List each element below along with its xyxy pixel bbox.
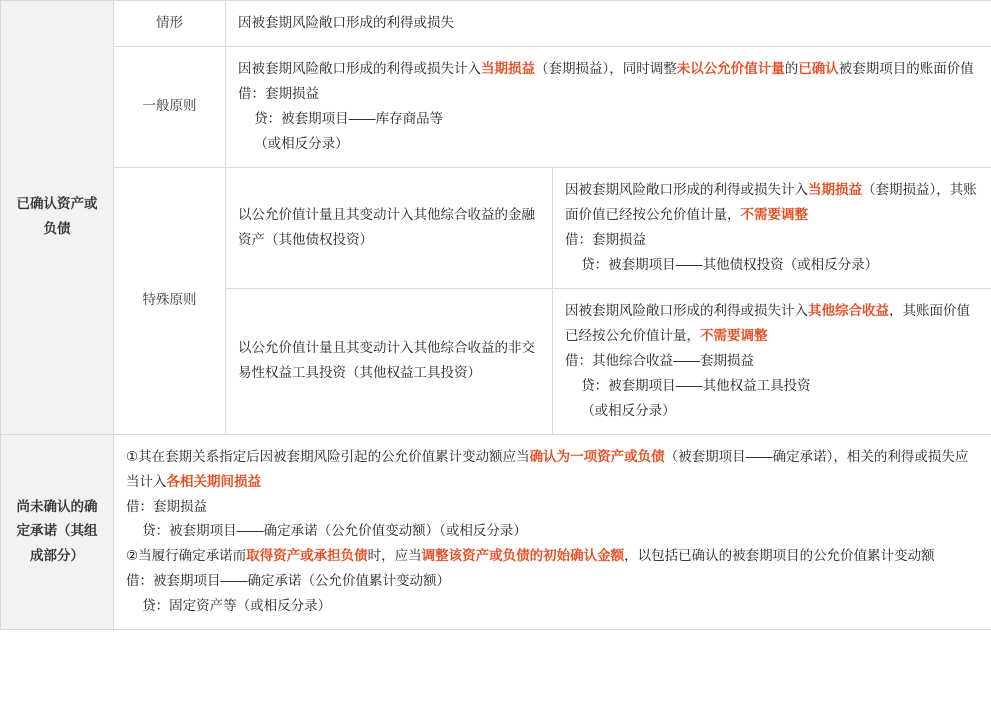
row-label-general-principle: 一般原则 xyxy=(114,46,226,167)
journal-entry-line: 贷：被套期项目——库存商品等 xyxy=(254,110,444,126)
highlight-current-profit-loss: 当期损益 xyxy=(481,60,535,76)
special-principle-1-subject: 以公允价值计量且其变动计入其他综合收益的金融资产（其他债权投资） xyxy=(226,167,553,288)
journal-entry-line: 借：套期损益 xyxy=(565,231,646,247)
special-principle-1-content xyxy=(553,167,991,288)
text-segment: ②当履行确定承诺而 xyxy=(126,548,247,564)
highlight-no-adjustment: 不需要调整 xyxy=(700,327,768,343)
journal-entry-line: 借：其他综合收益——套期损益 xyxy=(565,352,754,368)
special-1-paragraph xyxy=(565,178,979,228)
general-principle-paragraph xyxy=(238,57,979,82)
journal-entry-line: （或相反分录） xyxy=(581,402,676,418)
firm-commitment-paragraph-2 xyxy=(126,544,979,569)
special-principle-2-subject: 以公允价值计量且其变动计入其他综合收益的非交易性权益工具投资（其他权益工具投资） xyxy=(226,288,553,434)
text-segment: ①其在套期关系指定后因被套期风险引起的公允价值累计变动额应当 xyxy=(126,448,530,464)
journal-entry-line: 贷：被套期项目——确定承诺（公允价值变动额）（或相反分录） xyxy=(142,523,527,539)
text-segment: 时，应当 xyxy=(367,548,422,564)
row-category-firm-commitment: 尚未确认的确定承诺（其组成部分） xyxy=(1,434,114,630)
journal-entry-line: 贷：固定资产等（或相反分录） xyxy=(142,598,332,614)
row-label-special-principle: 特殊原则 xyxy=(114,167,226,434)
text-segment: （被套期项目——确定承诺），相关的利得或损失应当计入 xyxy=(126,448,969,489)
journal-entry-line: 贷：被套期项目——其他债权投资（或相反分录） xyxy=(581,256,879,272)
table-row xyxy=(1,167,991,288)
highlight-adjust-initial-amount: 调整该资产或负债的初始确认金额 xyxy=(421,548,625,564)
highlight-recognized: 已确认 xyxy=(798,60,839,76)
row-label-situation: 情形 xyxy=(114,1,226,47)
table-row xyxy=(1,1,991,47)
text-segment: 因被套期风险敞口形成的利得或损失计入 xyxy=(565,181,808,197)
firm-commitment-paragraph-1 xyxy=(126,445,979,495)
journal-entry-line: 借：套期损益 xyxy=(126,498,207,514)
highlight-period-profit-loss: 各相关期间损益 xyxy=(166,473,261,489)
journal-entry-line: 借：套期损益 xyxy=(238,85,319,101)
general-principle-content xyxy=(226,46,991,167)
situation-text: 因被套期风险敞口形成的利得或损失 xyxy=(226,1,991,47)
text-segment: ，以包括已确认的被套期项目的公允价值累计变动额 xyxy=(624,548,935,564)
special-principle-2-content xyxy=(553,288,991,434)
highlight-not-fair-value: 未以公允价值计量 xyxy=(676,60,785,76)
row-category-recognized-assets: 已确认资产或负债 xyxy=(1,1,114,435)
highlight-other-comprehensive-income: 其他综合收益 xyxy=(808,302,889,318)
table-row xyxy=(1,434,991,630)
text-segment: 因被套期风险敞口形成的利得或损失计入 xyxy=(238,60,481,76)
journal-entry-line: 贷：被套期项目——其他权益工具投资 xyxy=(581,377,811,393)
special-2-paragraph xyxy=(565,299,979,349)
journal-entry-line: 借：被套期项目——确定承诺（公允价值累计变动额） xyxy=(126,573,450,589)
highlight-no-adjustment: 不需要调整 xyxy=(740,206,808,222)
text-segment: ，其账面价值已经按公允价值计量， xyxy=(565,302,970,343)
highlight-acquire-asset-liability: 取得资产或承担负债 xyxy=(246,548,368,564)
table-row xyxy=(1,46,991,167)
highlight-recognize-asset-liability: 确认为一项资产或负债 xyxy=(529,448,665,464)
text-segment: （套期损益），其账面价值已经按公允价值计量， xyxy=(565,181,977,222)
text-segment: 的 xyxy=(784,60,799,76)
journal-entry-line: （或相反分录） xyxy=(254,135,349,151)
firm-commitment-content xyxy=(114,434,991,630)
text-segment: 因被套期风险敞口形成的利得或损失计入 xyxy=(565,302,808,318)
text-segment: （套期损益），同时调整 xyxy=(535,60,677,76)
highlight-current-profit-loss: 当期损益 xyxy=(808,181,862,197)
text-segment: 被套期项目的账面价值 xyxy=(838,60,974,76)
